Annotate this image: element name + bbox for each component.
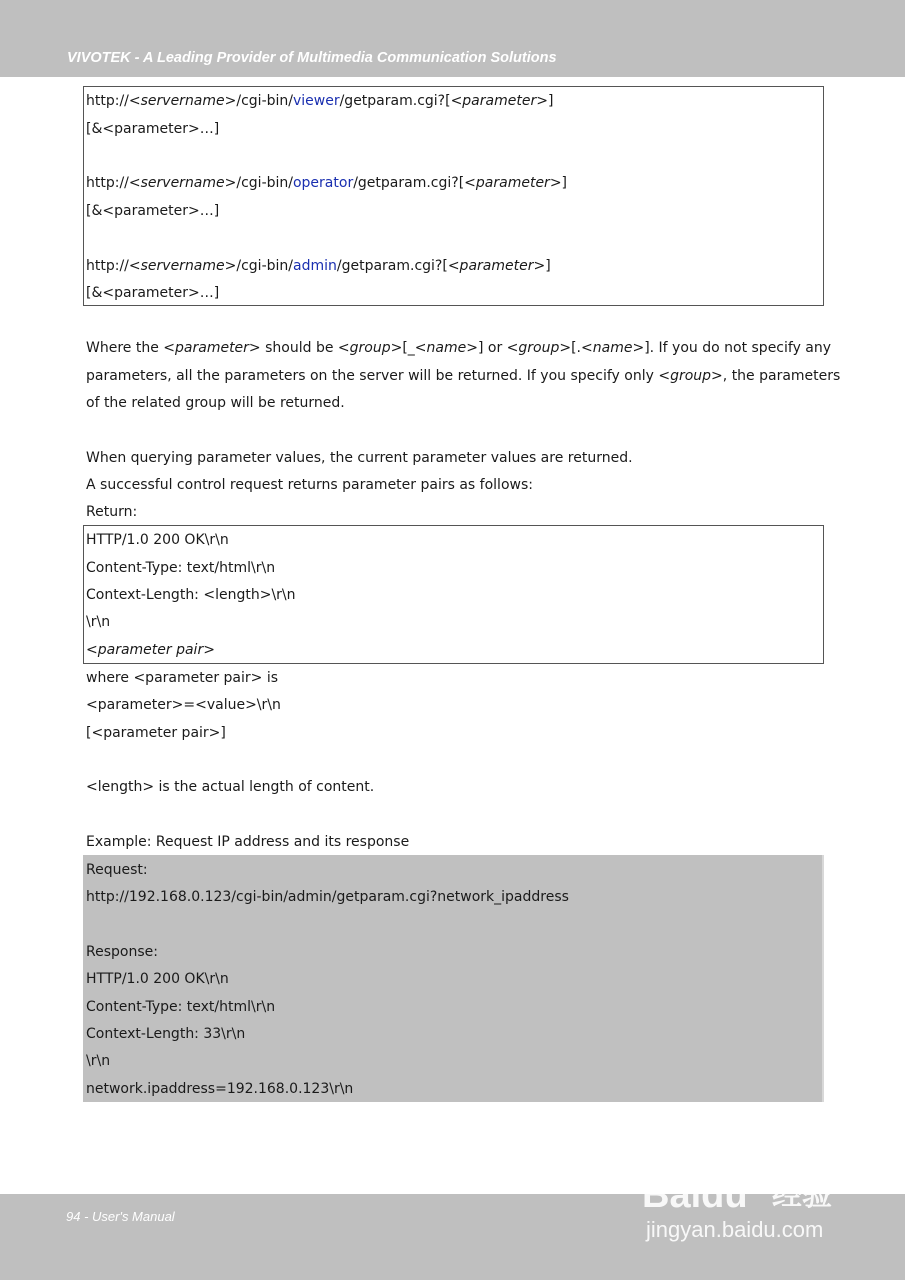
syntax-operator-url: http://<servername>/cgi-bin/operator/getparam.cgi?[<parameter>] [86, 175, 568, 191]
paragraph2-line2: A successful control request returns parameter pairs as follows: [86, 477, 533, 493]
watermark-url: jingyan.baidu.com [646, 1217, 824, 1242]
return-label: Return: [86, 504, 138, 520]
syntax-admin-continuation: [&<parameter>…] [86, 285, 220, 301]
param-pair-def-line1: where <parameter pair> is [86, 670, 279, 686]
watermark-cn: 经验 [772, 1178, 832, 1213]
response-label: Response: [86, 944, 158, 960]
syntax-viewer-continuation: [&<parameter>…] [86, 121, 220, 137]
request-url: http://192.168.0.123/cgi-bin/admin/getparam.cgi?network_ipaddress [86, 889, 569, 905]
return-line: \r\n [86, 614, 111, 630]
request-label: Request: [86, 862, 148, 878]
syntax-admin-url: http://<servername>/cgi-bin/admin/getparam.cgi?[<parameter>] [86, 258, 551, 274]
return-line: Content-Type: text/html\r\n [86, 560, 276, 576]
syntax-viewer-url: http://<servername>/cgi-bin/viewer/getparam.cgi?[<parameter>] [86, 93, 554, 109]
header-divider [0, 77, 905, 83]
paw-logo-icon [726, 1147, 770, 1175]
watermark-brand: Baidu [642, 1174, 748, 1216]
paragraph1-line2: parameters, all the parameters on the server will be returned. If you specify only <group>, the parameters [86, 368, 841, 384]
response-line: network.ipaddress=192.168.0.123\r\n [86, 1081, 354, 1097]
paragraph2-line1: When querying parameter values, the current parameter values are returned. [86, 450, 633, 466]
paragraph1-line3: of the related group will be returned. [86, 395, 345, 411]
response-line: Content-Type: text/html\r\n [86, 999, 276, 1015]
response-line: \r\n [86, 1053, 111, 1069]
return-line: HTTP/1.0 200 OK\r\n [86, 532, 229, 548]
example-title: Example: Request IP address and its response [86, 834, 410, 850]
header-title: VIVOTEK - A Leading Provider of Multimedia Communication Solutions [67, 50, 557, 66]
length-note: <length> is the actual length of content. [86, 779, 375, 795]
baidu-jingyan-watermark [640, 1145, 855, 1245]
paragraph1-line1: Where the <parameter> should be <group>[_<name>] or <group>[.<name>]. If you do not specify any [86, 340, 832, 356]
return-param-pair: <parameter pair> [86, 642, 215, 658]
response-line: Context-Length: 33\r\n [86, 1026, 246, 1042]
param-pair-def-line3: [<parameter pair>] [86, 725, 226, 741]
response-line: HTTP/1.0 200 OK\r\n [86, 971, 229, 987]
syntax-operator-continuation: [&<parameter>…] [86, 203, 220, 219]
return-line: Context-Length: <length>\r\n [86, 587, 296, 603]
param-pair-def-line2: <parameter>=<value>\r\n [86, 697, 281, 713]
footer-page-label: 94 - User's Manual [66, 1209, 175, 1224]
